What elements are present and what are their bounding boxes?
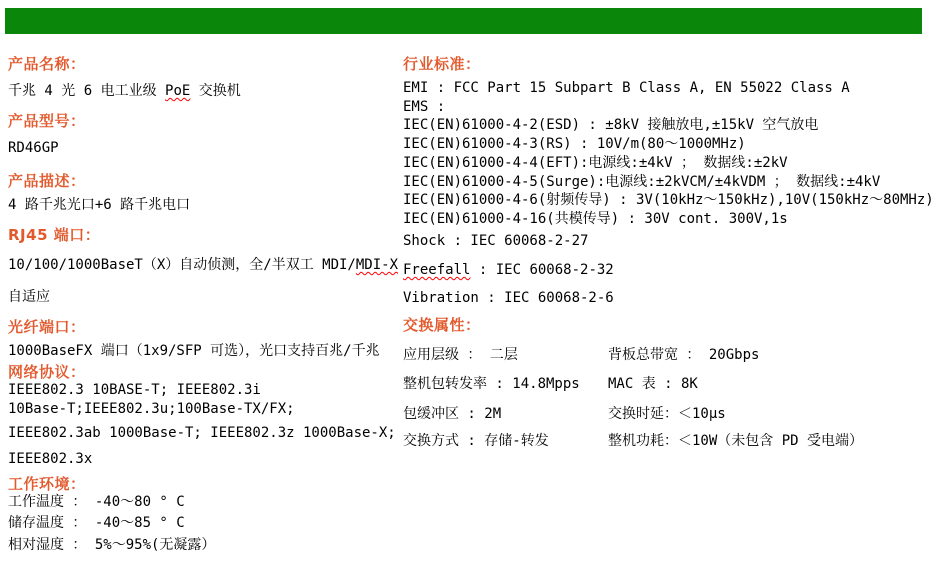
product-name-pre: 千兆 4 光 6 电工业级 (8, 83, 166, 99)
standard-line-rf-conduction: IEC(EN)61000-4-6(射频传导) : 3V(10kHz～150kHz),10V(150kHz～80MHz) (403, 192, 934, 208)
rj45-spellcheck: MDI-X (355, 257, 399, 273)
heading-rj45-port: RJ45 端口： (8, 226, 101, 244)
protocol-line: IEEE802.3 10BASE-T; IEEE802.3i (8, 382, 261, 398)
switch-cell-packet-buffer: 包缓冲区 : 2M (403, 406, 502, 422)
product-name-line (8, 84, 241, 99)
standard-line-ems: EMS : (403, 99, 446, 115)
rj45-line-1 (8, 258, 398, 273)
switch-cell-mac-table: MAC 表 : 8K (608, 376, 698, 392)
standard-line-common-mode: IEC(EN)61000-4-16(共模传导) : 30V cont. 300V,1s (403, 211, 788, 227)
protocol-line: 10Base-T;IEEE802.3u;100Base-TX/FX; (8, 401, 295, 417)
heading-industry-standards: 行业标准： (403, 55, 481, 73)
heading-network-protocol: 网络协议： (8, 363, 86, 381)
heading-product-model: 产品型号： (8, 112, 86, 130)
switch-cell-forwarding-rate: 整机包转发率 : 14.8Mpps (403, 376, 580, 392)
rj45-line-1-pre: 10/100/1000BaseT（X）自动侦测，全/半双工 MDI/ (8, 257, 356, 273)
heading-product-desc: 产品描述： (8, 172, 86, 190)
product-desc-value: 4 路千兆光口+6 路千兆电口 (8, 197, 191, 213)
protocol-line: IEEE802.3ab 1000Base-T; IEEE802.3z 1000Base-X; (8, 425, 396, 441)
freefall-rest: : IEC 60068-2-32 (470, 262, 614, 278)
standard-line-surge: IEC(EN)61000-4-5(Surge):电源线:±2kVCM/±4kVDM ； 数据线:±4kV (403, 174, 881, 190)
switch-cell-power-consumption: 整机功耗：＜10W（未包含 PD 受电端） (608, 433, 864, 449)
switch-cell-backplane-bandwidth: 背板总带宽 ： 20Gbps (608, 347, 760, 363)
standard-line-vibration: Vibration : IEC 60068-2-6 (403, 290, 614, 306)
standard-line-shock: Shock : IEC 60068-2-27 (403, 233, 589, 249)
env-line-humidity: 相对湿度 ： 5%～95%(无凝露） (8, 537, 216, 553)
product-name-spellcheck: PoE (165, 83, 191, 99)
page-title: ◎产品技术指标 (38, 36, 169, 57)
fiber-port-value: 1000BaseFX 端口（1x9/SFP 可选），光口支持百兆/千兆 (8, 343, 380, 359)
env-line-storage-temp: 储存温度 ： -40～85 ° C (8, 515, 185, 531)
switch-cell-app-layer: 应用层级 ： 二层 (403, 347, 518, 363)
switch-cell-switching-mode: 交换方式 : 存储-转发 (403, 433, 549, 449)
switch-cell-latency: 交换时延：＜10μs (608, 406, 726, 422)
standard-line-emi: EMI : FCC Part 15 Subpart B Class A, EN 55022 Class A (403, 80, 850, 96)
standard-line-freefall (403, 263, 614, 278)
product-model-value: RD46GP (8, 140, 59, 156)
protocol-line: IEEE802.3x (8, 451, 93, 467)
heading-fiber-port: 光纤端口： (8, 318, 86, 336)
heading-product-name: 产品名称： (8, 55, 86, 73)
heading-switching-properties: 交换属性： (403, 316, 481, 334)
standard-line-esd: IEC(EN)61000-4-2(ESD) : ±8kV 接触放电,±15kV 空气放电 (403, 117, 819, 133)
heading-work-environment: 工作环境： (8, 475, 86, 493)
rj45-line-2: 自适应 (8, 289, 50, 305)
standard-line-rs: IEC(EN)61000-4-3(RS) : 10V/m(80～1000MHz) (403, 136, 746, 152)
env-line-working-temp: 工作温度 ： -40～80 ° C (8, 494, 185, 510)
standard-line-eft: IEC(EN)61000-4-4(EFT):电源线:±4kV ； 数据线:±2kV (403, 155, 788, 171)
product-name-post: 交换机 (190, 83, 241, 99)
freefall-spellcheck: Freefall (403, 262, 471, 278)
page-title-banner (5, 8, 922, 57)
